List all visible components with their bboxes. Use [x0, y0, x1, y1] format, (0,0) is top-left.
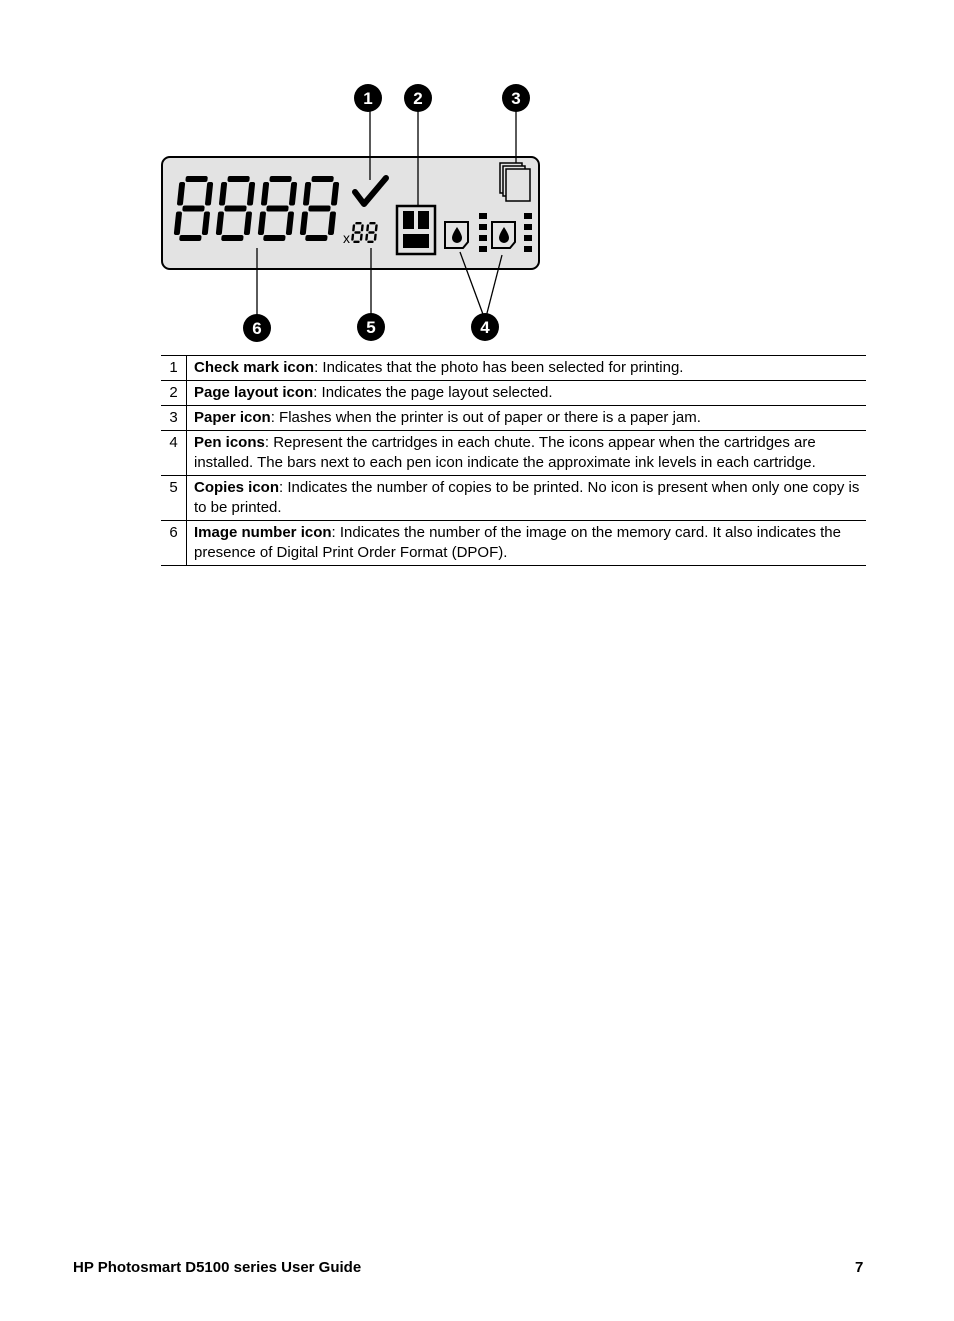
legend-term: Check mark icon — [194, 359, 315, 376]
lcd-segment — [263, 235, 286, 241]
lcd-segment — [354, 231, 360, 233]
legend-text: : Indicates the number of the image on the memory card. It also indicates the presence of Digital Print Order Format (DPOF). — [194, 524, 841, 561]
lcd-segment — [369, 222, 375, 224]
page-number: 7 — [855, 1259, 864, 1276]
legend-number: 4 — [161, 431, 187, 476]
lcd-segment — [221, 235, 244, 241]
lcd-segment — [224, 206, 247, 212]
lcd-segment — [355, 222, 361, 224]
callout-4-label: 4 — [480, 318, 490, 337]
legend-row — [161, 356, 866, 381]
lcd-segment — [308, 206, 331, 212]
copies-prefix: x — [343, 230, 350, 246]
legend-description — [187, 356, 867, 381]
lcd-segment — [227, 176, 250, 182]
callout-1-label: 1 — [363, 89, 373, 108]
lcd-segment — [368, 231, 374, 233]
legend-description — [187, 406, 867, 431]
legend-term: Pen icons — [194, 434, 265, 451]
lcd-segment — [367, 241, 373, 243]
lcd-diagram — [150, 80, 550, 350]
legend-description — [187, 521, 867, 566]
legend-description — [187, 476, 867, 521]
legend-row — [161, 521, 866, 566]
legend-row — [161, 476, 866, 521]
footer-title: HP Photosmart D5100 series User Guide — [73, 1259, 362, 1276]
lcd-segment — [269, 176, 292, 182]
legend-row — [161, 431, 866, 476]
lcd-segment — [311, 176, 334, 182]
legend-text: : Indicates the page layout selected. — [313, 384, 553, 401]
legend-text: : Indicates the number of copies to be printed. No icon is present when only one copy is to be printed. — [194, 479, 860, 516]
legend-number: 3 — [161, 406, 187, 431]
callout-2-label: 2 — [413, 89, 423, 108]
legend-number: 2 — [161, 381, 187, 406]
legend-term: Paper icon — [194, 409, 271, 426]
legend-term: Page layout icon — [194, 384, 314, 401]
legend-text: : Represent the cartridges in each chute. The icons appear when the cartridges are installed. The bars next to each pen icon indicate the approximate ink levels in each cartridge. — [194, 434, 816, 471]
paper-icon — [500, 163, 530, 201]
lcd-segment — [185, 176, 208, 182]
callout-5-label: 5 — [366, 318, 376, 337]
legend-text: : Indicates that the photo has been selected for printing. — [314, 359, 684, 376]
legend-row — [161, 406, 866, 431]
legend-number: 5 — [161, 476, 187, 521]
legend-row — [161, 381, 866, 406]
legend-table — [161, 355, 866, 566]
legend-description — [187, 431, 867, 476]
legend-description — [187, 381, 867, 406]
legend-term: Image number icon — [194, 524, 332, 541]
legend-number: 6 — [161, 521, 187, 566]
legend-text: : Flashes when the printer is out of paper or there is a paper jam. — [270, 409, 701, 426]
callout-6-label: 6 — [252, 319, 262, 338]
callout-3-label: 3 — [511, 89, 521, 108]
legend-number: 1 — [161, 356, 187, 381]
lcd-segment — [182, 206, 205, 212]
lcd-segment — [266, 206, 289, 212]
lcd-segment — [305, 235, 328, 241]
lcd-segment — [353, 241, 359, 243]
lcd-segment — [179, 235, 202, 241]
legend-term: Copies icon — [194, 479, 280, 496]
